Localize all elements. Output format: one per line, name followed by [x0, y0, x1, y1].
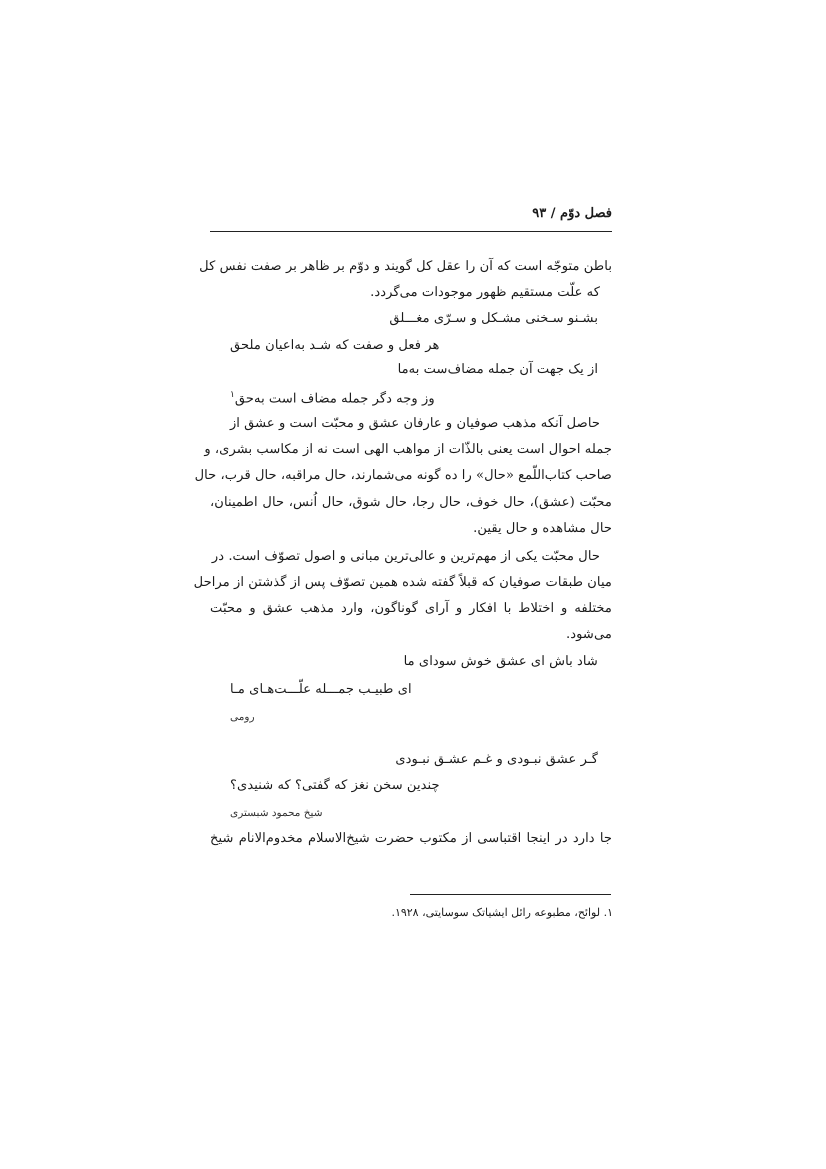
text-line: باطن متوجّه است که آن را عقل کل گویند و دوّم بر ظاهر بر صفت نفس کل [199, 259, 612, 274]
text-line: حال مشاهده و حال یقین. [473, 521, 612, 536]
text-line: که علّت مستقیم ظهور موجودات می‌گردد. [370, 285, 600, 300]
text-line: مختلفه و اختلاط با افکار و آرای گوناگون، وارد مذهب عشق و محبّت [210, 601, 612, 616]
running-head: فصل دوّم / ۹۳ [532, 206, 612, 221]
verse-line: گـر عشق نبـودی و غـم عشـق نبـودی [395, 752, 598, 767]
verse-line: هر فعل و صفت که شـد به‌اعیان ملحق [230, 338, 440, 353]
text-line: حال محبّت یکی از مهم‌ترین و عالی‌ترین مبانی و اصول تصوّف است. در [211, 549, 600, 564]
footnote-rule [410, 894, 611, 895]
text-line: میان طبقات صوفیان که قبلاً گفته شده همین تصوّف پس از گذشتن از مراحل [193, 575, 612, 590]
verse-line: از یک جهت آن جمله مضاف‌ست به‌ما [397, 362, 598, 377]
verse-line: بشـنو سـخنی مشـکل و سـرّی مغـــلق [389, 311, 598, 326]
verse-line-with-note [230, 385, 596, 409]
verse-attribution: شیخ محمود شبستری [230, 807, 323, 819]
verse-attribution: رومی [230, 711, 255, 723]
text-line: صاحب کتاب‌اللّمع «حال» را ده گونه می‌شمارند، حال مراقبه، حال قرب، حال [194, 468, 612, 483]
text-line: حاصل آنکه مذهب صوفیان و عارفان عشق و محبّت است و عشق از [229, 416, 600, 431]
footnote-marker: ۱ [230, 390, 235, 400]
text-line: محبّت (عشق)، حال خوف، حال رجا، حال شوق، حال اُنس، حال اطمینان، [210, 495, 612, 510]
footnote: ۱. لوائح، مطبوعه رائل ایشیاتک سوسایتی، ۱۹۲۸. [391, 906, 613, 919]
verse-line: شاد باش ای عشق خوش سودای ما [403, 654, 598, 669]
text-line: جا دارد در اینجا اقتباسی از مکتوب حضرت شیخ‌الاسلام مخدوم‌الانام شیخ [210, 831, 612, 846]
header-rule [210, 231, 612, 232]
verse-line: ای طبیـب جمـــله علّـــت‌هـای مـا [230, 682, 412, 697]
text-line: می‌شود. [566, 627, 612, 642]
verse-line: چندین سخن نغز که گفتی؟ که شنیدی؟ [230, 778, 440, 793]
verse-text: وز وجه دگر جمله مضاف است به‌حق [234, 391, 435, 407]
text-line: جمله احوال است یعنی بالذّات از مواهب الهی است نه از مکاسب بشری، و [204, 442, 612, 457]
